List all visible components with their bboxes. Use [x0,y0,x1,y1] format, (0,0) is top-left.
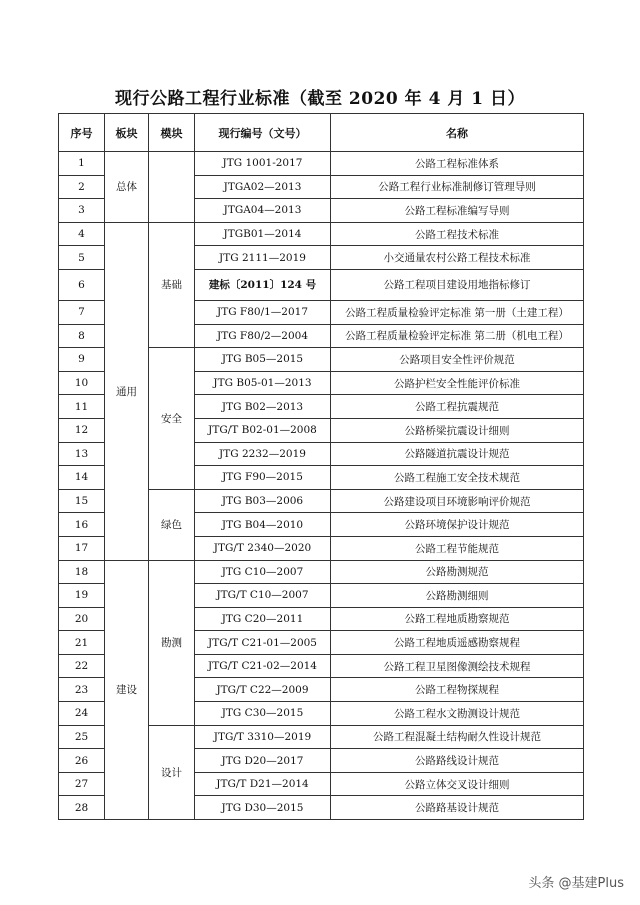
code-cell: JTGB01—2014 [195,222,331,246]
seq-cell: 23 [59,678,105,702]
seq-cell: 17 [59,536,105,560]
name-cell: 公路工程地质遥感勘察规程 [331,631,584,655]
module-cell: 绿色 [149,489,195,560]
watermark: 头条 @基建Plus [528,876,624,891]
code-cell: JTG F80/1—2017 [195,300,331,324]
name-cell: 公路工程节能规范 [331,536,584,560]
header-block: 板块 [105,114,149,152]
module-cell-empty [149,152,195,223]
module-cell: 勘测 [149,560,195,725]
header-name: 名称 [331,114,584,152]
name-cell: 公路工程项目建设用地指标修订 [331,269,584,300]
name-cell: 公路建设项目环境影响评价规范 [331,489,584,513]
name-cell: 公路勘测细则 [331,584,584,608]
name-cell: 公路勘测规范 [331,560,584,584]
code-cell: JTG/T 3310—2019 [195,725,331,749]
seq-cell: 3 [59,199,105,223]
seq-cell: 19 [59,584,105,608]
module-cell: 基础 [149,222,195,347]
name-cell: 公路桥梁抗震设计细则 [331,418,584,442]
seq-cell: 15 [59,489,105,513]
seq-cell: 27 [59,772,105,796]
code-cell: JTG/T D21—2014 [195,772,331,796]
code-cell: JTG C20—2011 [195,607,331,631]
standards-table [58,113,584,820]
code-cell: JTG/T C21-02—2014 [195,654,331,678]
header-module: 模块 [149,114,195,152]
block-cell: 建设 [105,560,149,820]
code-cell: JTG B05—2015 [195,348,331,372]
code-cell: JTG C30—2015 [195,702,331,726]
block-cell: 通用 [105,222,149,560]
name-cell: 公路工程质量检验评定标准 第二册（机电工程） [331,324,584,348]
name-cell: 小交通量农村公路工程技术标准 [331,246,584,270]
name-cell: 公路工程技术标准 [331,222,584,246]
header-code: 现行编号（文号） [195,114,331,152]
code-cell: JTG 1001-2017 [195,152,331,176]
code-cell: JTG B02—2013 [195,395,331,419]
seq-cell: 1 [59,152,105,176]
seq-cell: 16 [59,513,105,537]
seq-cell: 9 [59,348,105,372]
seq-cell: 6 [59,269,105,300]
code-cell: JTG/T 2340—2020 [195,536,331,560]
header-seq: 序号 [59,114,105,152]
code-cell: JTG F90—2015 [195,466,331,490]
name-cell: 公路项目安全性评价规范 [331,348,584,372]
seq-cell: 20 [59,607,105,631]
seq-cell: 12 [59,418,105,442]
name-cell: 公路工程质量检验评定标准 第一册（土建工程） [331,300,584,324]
module-cell: 安全 [149,348,195,490]
code-cell: JTG C10—2007 [195,560,331,584]
seq-cell: 28 [59,796,105,820]
seq-cell: 8 [59,324,105,348]
name-cell: 公路工程物探规程 [331,678,584,702]
code-cell: JTG B03—2006 [195,489,331,513]
name-cell: 公路工程混凝土结构耐久性设计规范 [331,725,584,749]
name-cell: 公路工程抗震规范 [331,395,584,419]
table-row [59,222,584,246]
code-cell: JTG B05-01—2013 [195,371,331,395]
table-header-row [59,114,584,152]
module-cell: 设计 [149,725,195,819]
name-cell: 公路工程地质勘察规范 [331,607,584,631]
seq-cell: 11 [59,395,105,419]
name-cell: 公路工程卫星图像测绘技术规程 [331,654,584,678]
code-cell: JTG F80/2—2004 [195,324,331,348]
seq-cell: 26 [59,749,105,773]
seq-cell: 10 [59,371,105,395]
code-cell: JTG D20—2017 [195,749,331,773]
code-cell: JTG/T C22—2009 [195,678,331,702]
name-cell: 公路路线设计规范 [331,749,584,773]
code-cell: JTG D30—2015 [195,796,331,820]
code-cell: JTG 2111—2019 [195,246,331,270]
seq-cell: 25 [59,725,105,749]
name-cell: 公路环境保护设计规范 [331,513,584,537]
name-cell: 公路工程施工安全技术规范 [331,466,584,490]
page-title: 现行公路工程行业标准（截至 2020 年 4 月 1 日） [115,89,525,109]
seq-cell: 5 [59,246,105,270]
code-cell: JTG/T C10—2007 [195,584,331,608]
code-cell: JTGA02—2013 [195,175,331,199]
seq-cell: 21 [59,631,105,655]
code-cell: JTG/T C21-01—2005 [195,631,331,655]
seq-cell: 14 [59,466,105,490]
name-cell: 公路工程标准体系 [331,152,584,176]
code-cell: 建标〔2011〕124 号 [195,269,331,300]
seq-cell: 2 [59,175,105,199]
seq-cell: 7 [59,300,105,324]
table-row [59,560,584,584]
code-cell: JTG/T B02-01—2008 [195,418,331,442]
code-cell: JTGA04—2013 [195,199,331,223]
name-cell: 公路路基设计规范 [331,796,584,820]
block-cell: 总体 [105,152,149,223]
name-cell: 公路工程标准编写导则 [331,199,584,223]
seq-cell: 4 [59,222,105,246]
seq-cell: 13 [59,442,105,466]
table-row [59,152,584,176]
seq-cell: 24 [59,702,105,726]
name-cell: 公路隧道抗震设计规范 [331,442,584,466]
name-cell: 公路工程水文勘测设计规范 [331,702,584,726]
seq-cell: 18 [59,560,105,584]
name-cell: 公路立体交叉设计细则 [331,772,584,796]
code-cell: JTG B04—2010 [195,513,331,537]
name-cell: 公路护栏安全性能评价标准 [331,371,584,395]
seq-cell: 22 [59,654,105,678]
name-cell: 公路工程行业标准制修订管理导则 [331,175,584,199]
code-cell: JTG 2232—2019 [195,442,331,466]
